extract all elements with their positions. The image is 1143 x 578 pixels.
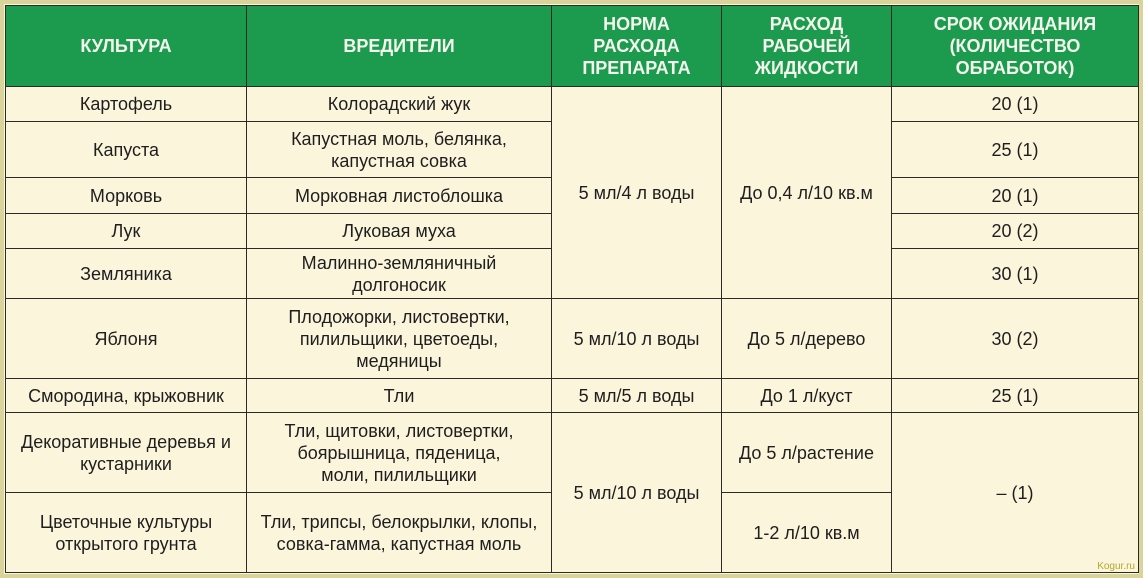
header-row [6, 6, 1139, 87]
watermark: Kogur.ru [1097, 561, 1135, 572]
crop-cell: Лук [6, 214, 247, 249]
wait-cell: 30 (1) [892, 249, 1139, 299]
crop-cell: Цветочные культуры открытого грунта [6, 493, 247, 573]
crop-cell: Смородина, крыжовник [6, 379, 247, 413]
pests-cell: Тли, щитовки, листовертки, боярышница, пяденица, моли, пилильщики [247, 413, 552, 493]
norm-cell: 5 мл/5 л воды [552, 379, 722, 413]
pests-cell: Луковая муха [247, 214, 552, 249]
wait-cell: 25 (1) [892, 379, 1139, 413]
liquid-cell: До 5 л/растение [722, 413, 892, 493]
norm-cell: 5 мл/10 л воды [552, 299, 722, 379]
crop-cell: Земляника [6, 249, 247, 299]
treatment-table [5, 5, 1139, 573]
table-row [6, 379, 1139, 413]
crop-cell: Картофель [6, 87, 247, 122]
pests-cell: Плодожорки, листовертки, пилильщики, цветоеды, медяницы [247, 299, 552, 379]
header-pests: ВРЕДИТЕЛИ [247, 6, 552, 87]
pests-cell: Малинно-земляничный долгоносик [247, 249, 552, 299]
liquid-cell: До 1 л/куст [722, 379, 892, 413]
crop-cell: Декоративные деревья и кустарники [6, 413, 247, 493]
header-liquid: РАСХОД РАБОЧЕЙ ЖИДКОСТИ [722, 6, 892, 87]
pests-cell: Капустная моль, белянка, капустная совка [247, 122, 552, 178]
pests-cell: Морковная листоблошка [247, 178, 552, 214]
wait-cell: 20 (1) [892, 178, 1139, 214]
crop-cell: Капуста [6, 122, 247, 178]
wait-cell: 20 (2) [892, 214, 1139, 249]
liquid-cell: 1-2 л/10 кв.м [722, 493, 892, 573]
norm-cell: 5 мл/4 л воды [552, 87, 722, 299]
crop-cell: Яблоня [6, 299, 247, 379]
liquid-cell: До 5 л/дерево [722, 299, 892, 379]
norm-cell: 5 мл/10 л воды [552, 413, 722, 573]
pests-cell: Тли, трипсы, белокрылки, клопы, совка-гамма, капустная моль [247, 493, 552, 573]
pests-cell: Колорадский жук [247, 87, 552, 122]
pests-cell: Тли [247, 379, 552, 413]
wait-cell: 30 (2) [892, 299, 1139, 379]
wait-cell: 25 (1) [892, 122, 1139, 178]
wait-cell: – (1) [892, 413, 1139, 573]
liquid-cell: До 0,4 л/10 кв.м [722, 87, 892, 299]
header-wait: СРОК ОЖИДАНИЯ (КОЛИЧЕСТВО ОБРАБОТОК) [892, 6, 1139, 87]
wait-cell: 20 (1) [892, 87, 1139, 122]
table-row [6, 87, 1139, 122]
header-crop: КУЛЬТУРА [6, 6, 247, 87]
table-row [6, 413, 1139, 493]
table-row [6, 299, 1139, 379]
header-norm: НОРМА РАСХОДА ПРЕПАРАТА [552, 6, 722, 87]
crop-cell: Морковь [6, 178, 247, 214]
